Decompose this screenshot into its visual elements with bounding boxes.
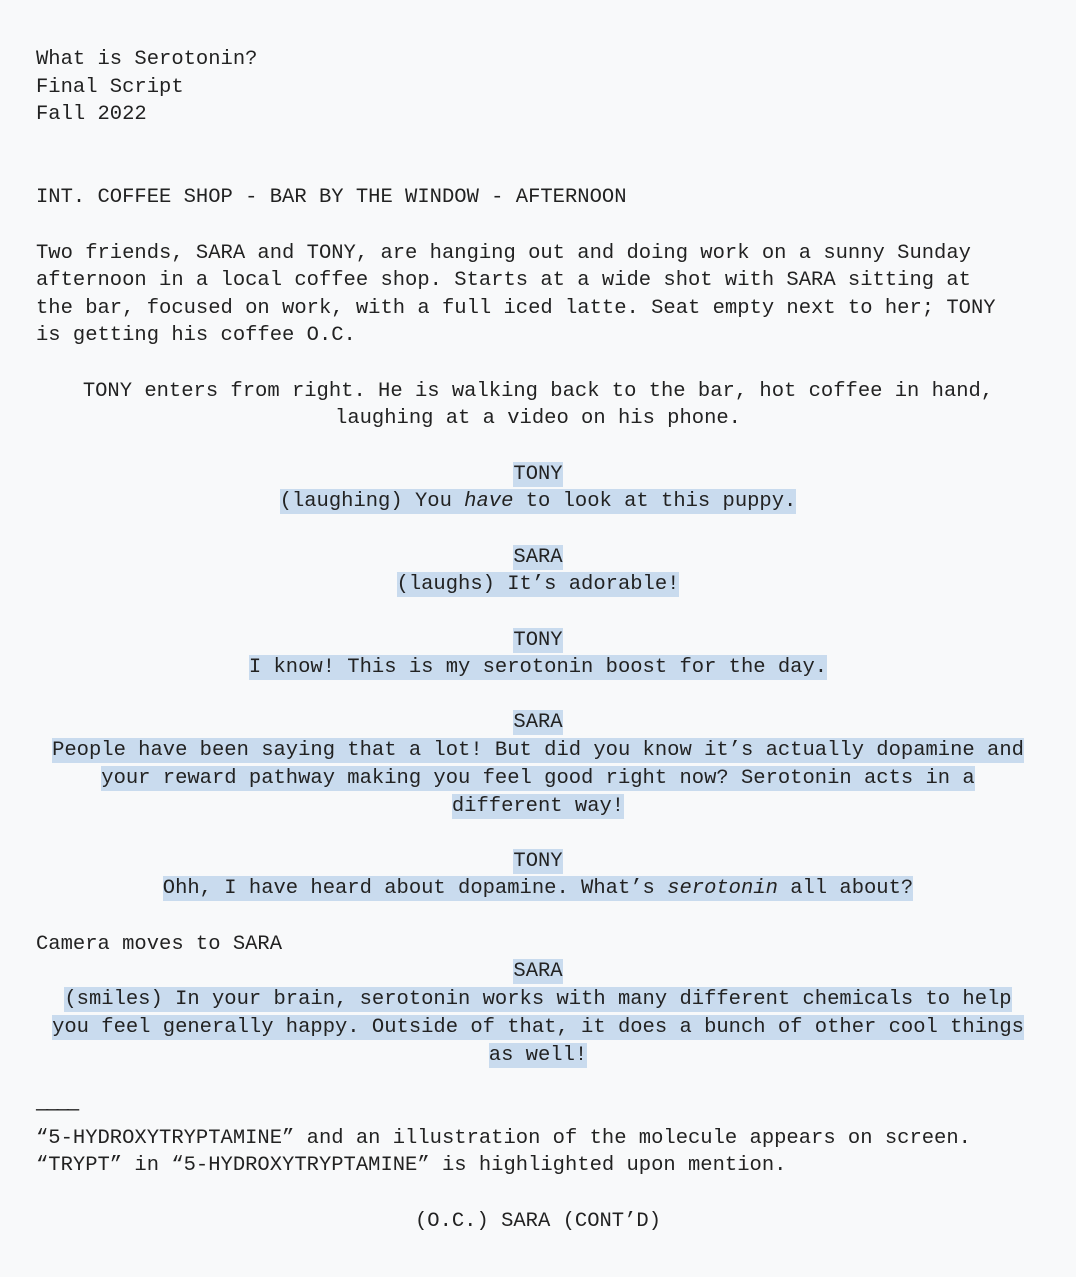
script-title: What is Serotonin?	[36, 48, 258, 71]
dialogue-text: as well!	[488, 1044, 588, 1067]
character-name-text: TONY	[513, 629, 563, 652]
dialogue-text	[163, 876, 913, 901]
dialogue-line	[0, 875, 1076, 903]
dialogue-text: your reward pathway making you feel good right now? Serotonin acts in a	[101, 767, 975, 790]
separator: ————	[36, 1099, 78, 1122]
action-line: is getting his coffee O.C.	[36, 324, 356, 347]
action-line-centered: TONY enters from right. He is walking back to the bar, hot coffee in hand,	[82, 380, 994, 403]
character-name-text: SARA	[513, 546, 563, 569]
dialogue-line	[0, 1014, 1076, 1042]
action-line: “TRYPT” in “5-HYDROXYTRYPTAMINE” is highlighted upon mention.	[36, 1154, 787, 1177]
action-line-centered: laughing at a video on his phone.	[335, 407, 741, 430]
dialogue-line	[0, 654, 1076, 682]
character-name-text: TONY	[513, 463, 563, 486]
dialogue-part: (laughing) You	[279, 490, 465, 513]
dialogue-part: to look at this puppy.	[513, 490, 797, 513]
dialogue-line	[0, 765, 1076, 793]
character-name	[0, 461, 1076, 489]
character-name-text: SARA	[513, 960, 563, 983]
dialogue-text: People have been saying that a lot! But did you know it’s actually dopamine and	[52, 739, 1024, 762]
dialogue-text: (laughs) It’s adorable!	[396, 573, 680, 596]
action-line: Two friends, SARA and TONY, are hanging out and doing work on a sunny Sunday	[36, 242, 971, 265]
camera-note: Camera moves to SARA	[36, 933, 283, 956]
dialogue-part: Ohh, I have heard about dopamine. What’s	[162, 877, 668, 900]
character-contd: (O.C.) SARA (CONT’D)	[414, 1210, 662, 1233]
dialogue-text: different way!	[451, 795, 625, 818]
dialogue-emphasis: have	[464, 490, 514, 513]
script-subtitle: Final Script	[36, 76, 184, 99]
dialogue-text: you feel generally happy. Outside of that, it does a bunch of other cool things	[52, 1016, 1024, 1039]
scene-heading: INT. COFFEE SHOP - BAR BY THE WINDOW - AFTERNOON	[36, 186, 627, 209]
character-name	[0, 848, 1076, 876]
dialogue-line	[0, 1042, 1076, 1070]
dialogue-part: all about?	[777, 877, 914, 900]
script-term: Fall 2022	[36, 103, 147, 126]
character-name-text: TONY	[513, 850, 563, 873]
character-name	[0, 958, 1076, 986]
action-line: the bar, focused on work, with a full iced latte. Seat empty next to her; TONY	[36, 297, 996, 320]
dialogue-line	[0, 571, 1076, 599]
dialogue-line	[0, 737, 1076, 765]
character-name-text: SARA	[513, 711, 563, 734]
character-name	[0, 627, 1076, 655]
dialogue-line	[0, 793, 1076, 821]
dialogue-text	[280, 489, 797, 514]
dialogue-emphasis: serotonin	[667, 877, 778, 900]
dialogue-line	[0, 986, 1076, 1014]
action-line: “5-HYDROXYTRYPTAMINE” and an illustration of the molecule appears on screen.	[36, 1127, 971, 1150]
dialogue-text: (smiles) In your brain, serotonin works with many different chemicals to help	[64, 988, 1012, 1011]
dialogue-text: I know! This is my serotonin boost for the day.	[248, 656, 828, 679]
character-name	[0, 544, 1076, 572]
dialogue-line	[0, 488, 1076, 516]
action-line: afternoon in a local coffee shop. Starts at a wide shot with SARA sitting at	[36, 269, 971, 292]
character-name	[0, 709, 1076, 737]
